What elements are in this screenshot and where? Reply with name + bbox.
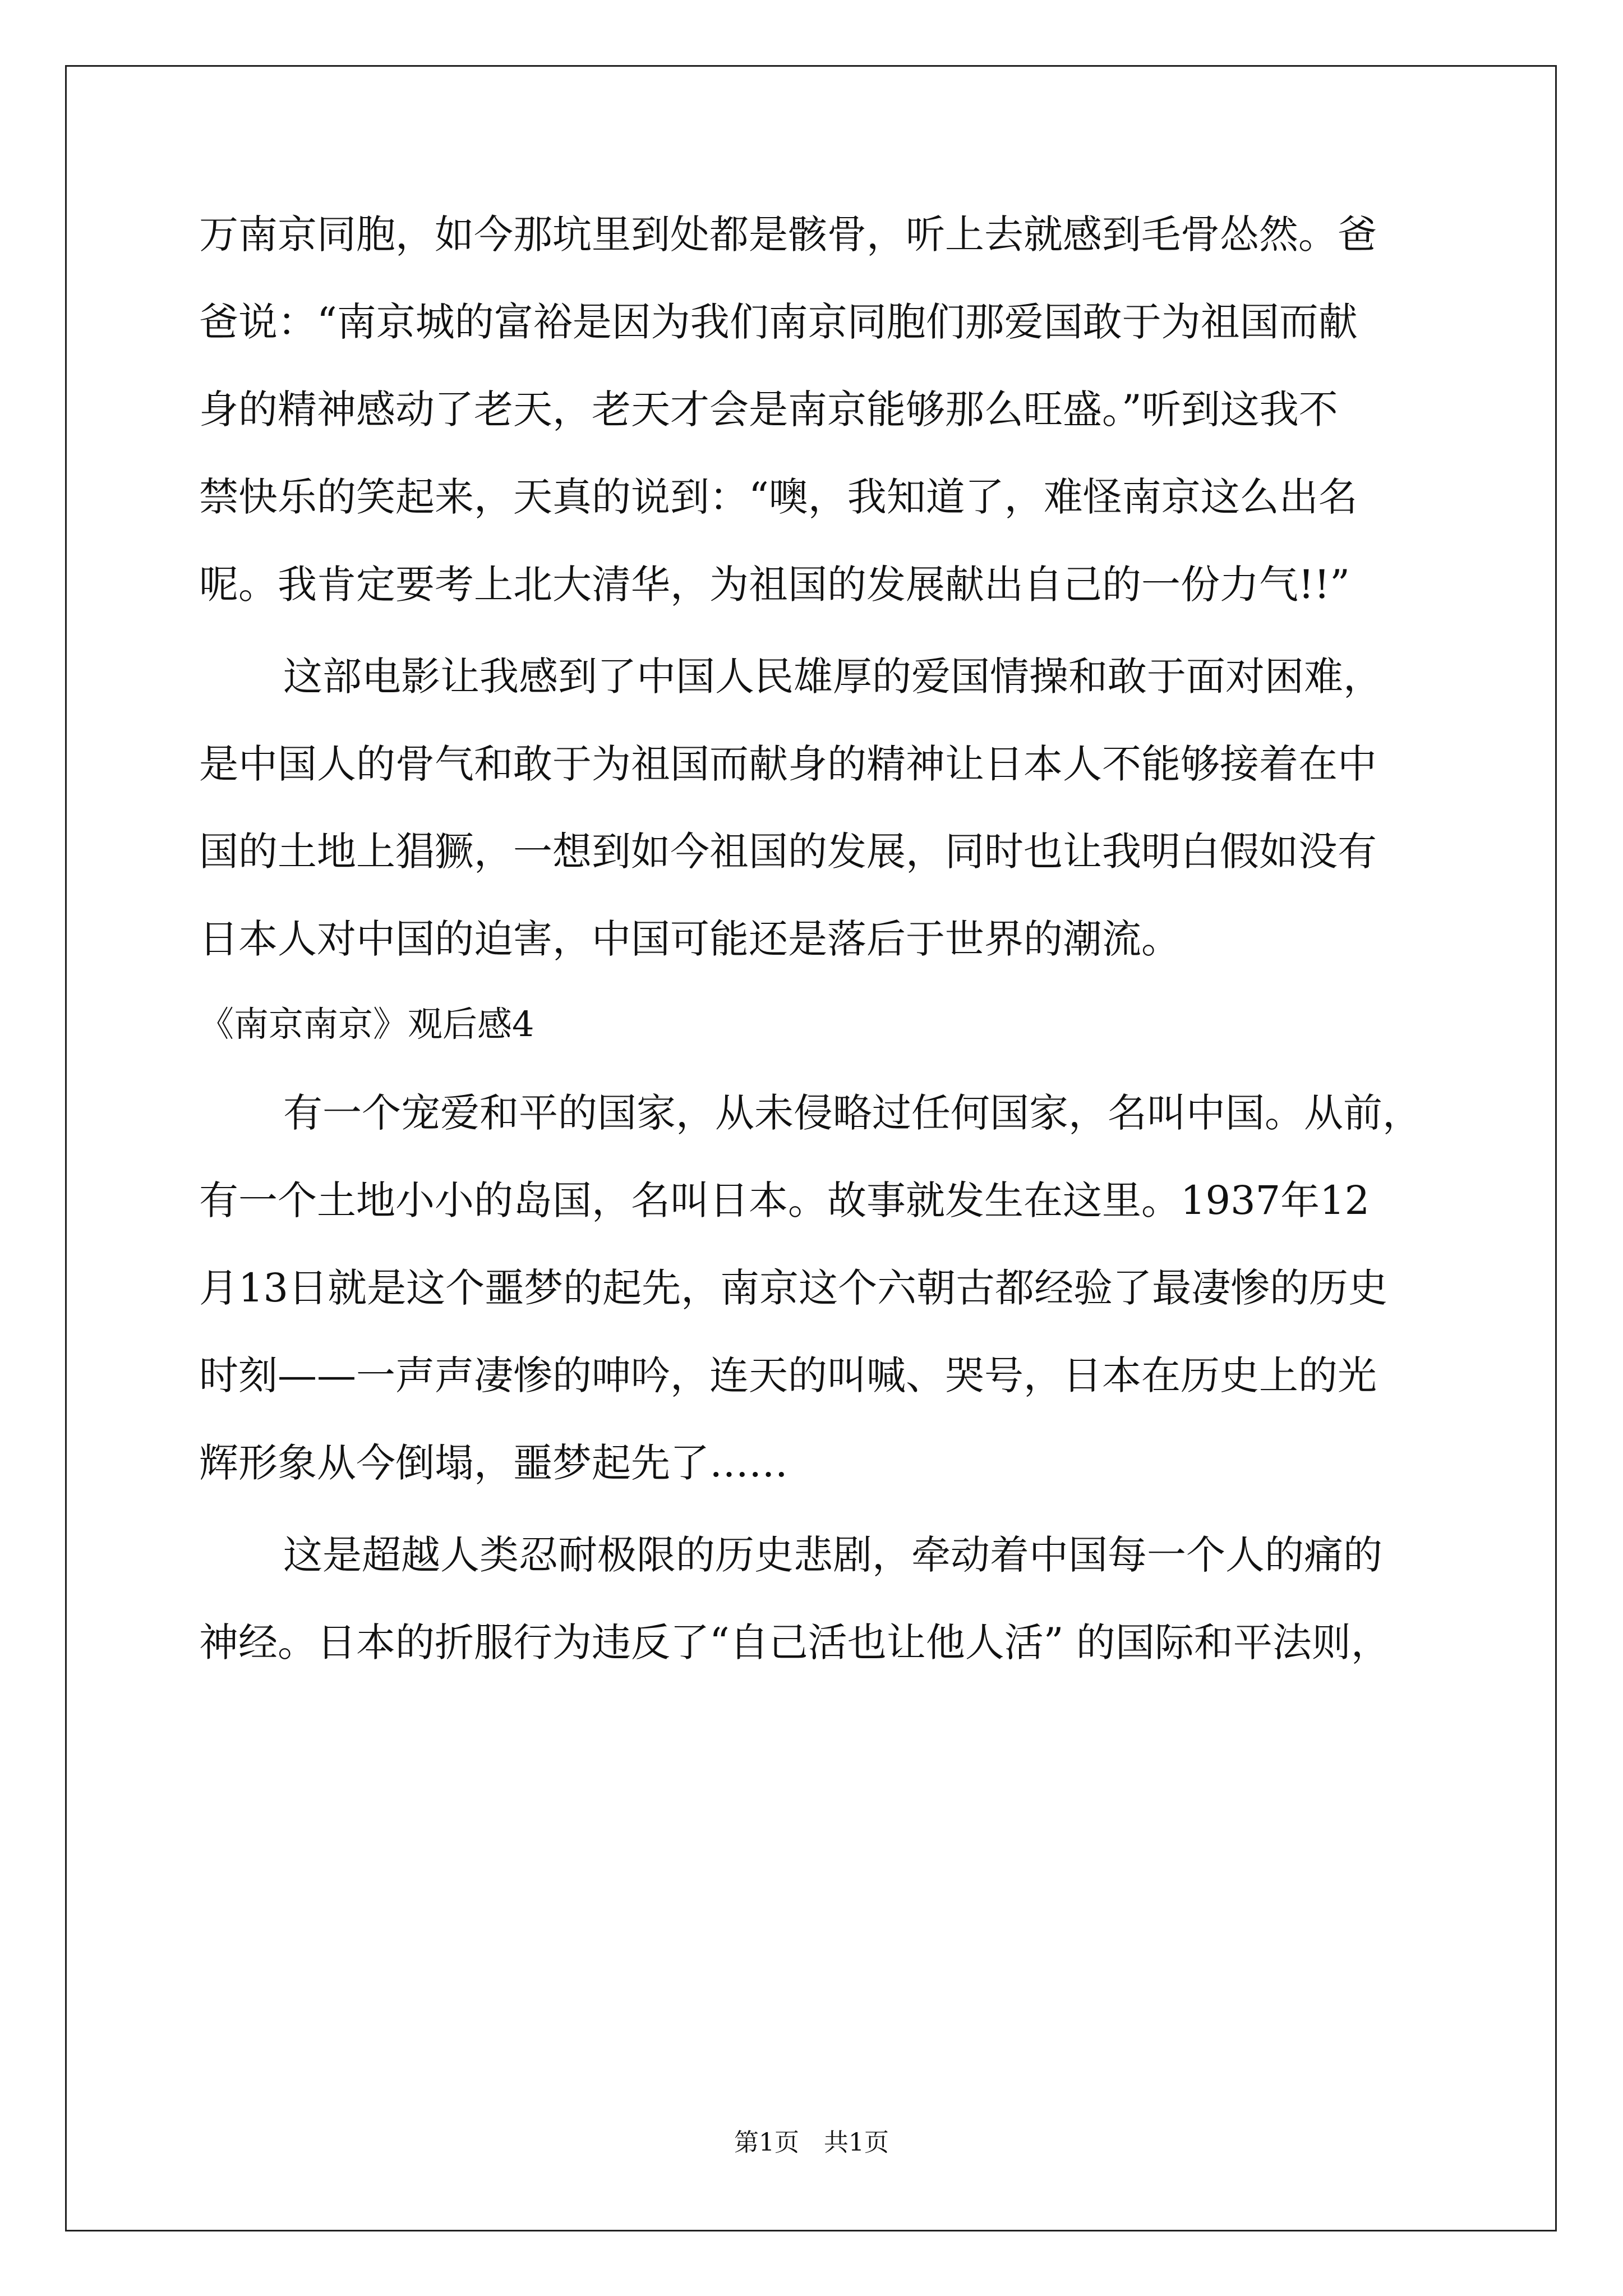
- text-line: 呢。我肯定要考上北大清华，为祖国的发展献出自己的一份力气!!”: [199, 562, 1350, 608]
- text-line: 是中国人的骨气和敢于为祖国而献身的精神让日本人不能够接着在中: [199, 741, 1377, 787]
- text-line: 日本人对中国的迫害，中国可能还是落后于世界的潮流。: [199, 916, 1181, 962]
- text-line: 爸说：“南京城的富裕是因为我们南京同胞们那爱国敢于为祖国而献: [199, 299, 1358, 345]
- paragraph-first-line: 这是超越人类忍耐极限的历史悲剧，牵动着中国每一个人的痛的: [283, 1532, 1382, 1578]
- text-line: 时刻——一声声凄惨的呻吟，连天的叫喊、哭号，日本在历史上的光: [199, 1352, 1377, 1398]
- text-line: 禁快乐的笑起来，天真的说到：“噢，我知道了，难怪南京这么出名: [199, 474, 1358, 520]
- text-line: 身的精神感动了老天，老天才会是南京能够那么旺盛。”听到这我不: [199, 386, 1338, 432]
- section-heading: 《南京南京》观后感4: [199, 1004, 534, 1045]
- text-line: 万南京同胞，如今那坑里到处都是骸骨，听上去就感到毛骨怂然。爸: [199, 211, 1377, 257]
- text-line: 月13日就是这个噩梦的起先，南京这个六朝古都经验了最凄惨的历史: [199, 1265, 1388, 1311]
- paragraph-first-line: 这部电影让我感到了中国人民雄厚的爱国情操和敢于面对困难，: [283, 654, 1382, 700]
- text-line: 神经。日本的折服行为违反了“自己活也让他人活” 的国际和平法则，: [199, 1619, 1390, 1665]
- text-line: 国的土地上猖獗，一想到如今祖国的发展，同时也让我明白假如没有: [199, 829, 1377, 875]
- paragraph-first-line: 有一个宠爱和平的国家，从未侵略过任何国家，名叫中国。从前，: [283, 1090, 1422, 1136]
- text-line: 辉形象从今倒塌，噩梦起先了……: [199, 1440, 788, 1486]
- page-number-footer: 第1页 共1页: [734, 2128, 889, 2157]
- text-line: 有一个土地小小的岛国，名叫日本。故事就发生在这里。1937年12: [199, 1177, 1370, 1223]
